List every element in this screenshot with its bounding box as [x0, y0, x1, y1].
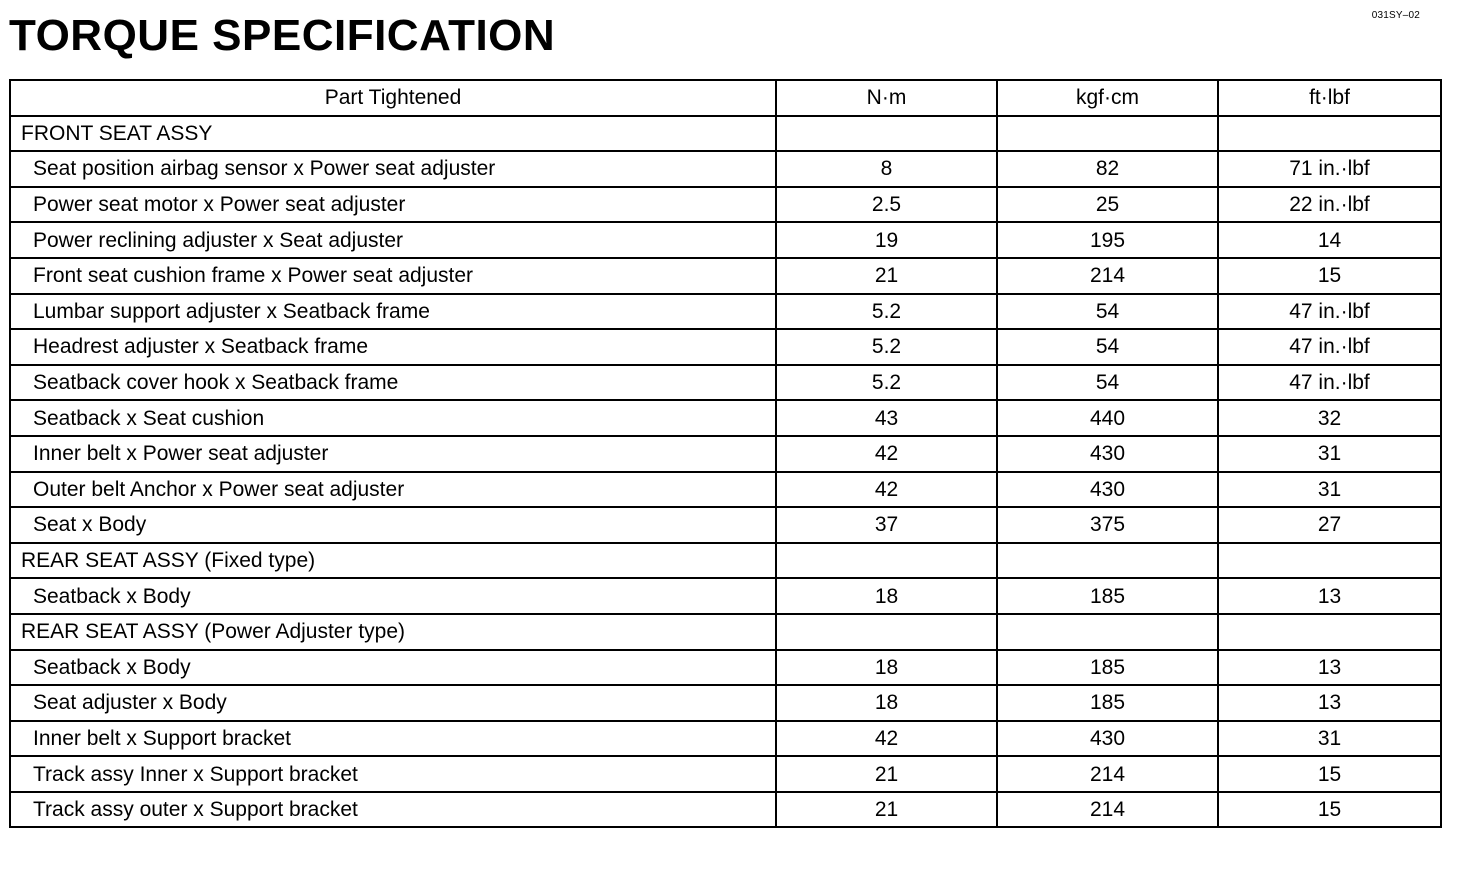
- ftlbf-cell: 32: [1218, 400, 1441, 436]
- nm-cell: 42: [776, 472, 997, 508]
- kgfcm-cell: 195: [997, 222, 1218, 258]
- table-row: [10, 721, 1441, 757]
- table-row: [10, 685, 1441, 721]
- table-row: [10, 329, 1441, 365]
- part-cell: Seatback x Seat cushion: [10, 400, 776, 436]
- part-cell: Seat x Body: [10, 507, 776, 543]
- nm-cell: 21: [776, 258, 997, 294]
- part-cell: Seatback x Body: [10, 650, 776, 686]
- ftlbf-cell: [1218, 116, 1441, 152]
- part-cell: Seatback x Body: [10, 578, 776, 614]
- part-cell: Seat position airbag sensor x Power seat adjuster: [10, 151, 776, 187]
- nm-cell: 5.2: [776, 294, 997, 330]
- ftlbf-cell: 22 in.·lbf: [1218, 187, 1441, 223]
- nm-cell: 42: [776, 436, 997, 472]
- ftlbf-cell: 47 in.·lbf: [1218, 329, 1441, 365]
- ftlbf-cell: 13: [1218, 578, 1441, 614]
- header-row: [10, 80, 1441, 116]
- part-cell: Outer belt Anchor x Power seat adjuster: [10, 472, 776, 508]
- table-row: [10, 151, 1441, 187]
- kgfcm-cell: 54: [997, 365, 1218, 401]
- ftlbf-cell: 47 in.·lbf: [1218, 294, 1441, 330]
- kgfcm-cell: 430: [997, 472, 1218, 508]
- kgfcm-cell: 214: [997, 756, 1218, 792]
- nm-cell: [776, 614, 997, 650]
- nm-cell: [776, 543, 997, 579]
- nm-cell: 37: [776, 507, 997, 543]
- ftlbf-cell: 13: [1218, 650, 1441, 686]
- kgfcm-cell: [997, 543, 1218, 579]
- part-cell: Front seat cushion frame x Power seat adjuster: [10, 258, 776, 294]
- table-row: [10, 258, 1441, 294]
- header-nm: N·m: [776, 80, 997, 116]
- table-row: [10, 756, 1441, 792]
- header-kgfcm: kgf·cm: [997, 80, 1218, 116]
- nm-cell: 18: [776, 650, 997, 686]
- kgfcm-cell: 430: [997, 721, 1218, 757]
- part-cell: Inner belt x Power seat adjuster: [10, 436, 776, 472]
- part-cell: Seatback cover hook x Seatback frame: [10, 365, 776, 401]
- nm-cell: 18: [776, 578, 997, 614]
- part-cell: Track assy outer x Support bracket: [10, 792, 776, 828]
- kgfcm-cell: 375: [997, 507, 1218, 543]
- kgfcm-cell: 430: [997, 436, 1218, 472]
- section-row: [10, 116, 1441, 152]
- section-row: [10, 543, 1441, 579]
- table-row: [10, 792, 1441, 828]
- nm-cell: [776, 116, 997, 152]
- ftlbf-cell: 31: [1218, 436, 1441, 472]
- part-cell: Lumbar support adjuster x Seatback frame: [10, 294, 776, 330]
- header-ftlbf: ft·lbf: [1218, 80, 1441, 116]
- section-row: [10, 614, 1441, 650]
- ftlbf-cell: 47 in.·lbf: [1218, 365, 1441, 401]
- ftlbf-cell: 71 in.·lbf: [1218, 151, 1441, 187]
- header-part-tightened: Part Tightened: [10, 80, 776, 116]
- table-body: [10, 116, 1441, 828]
- ftlbf-cell: 31: [1218, 472, 1441, 508]
- part-cell: REAR SEAT ASSY (Fixed type): [10, 543, 776, 579]
- table-row: [10, 472, 1441, 508]
- kgfcm-cell: 214: [997, 258, 1218, 294]
- table-row: [10, 400, 1441, 436]
- kgfcm-cell: 185: [997, 650, 1218, 686]
- table-row: [10, 294, 1441, 330]
- ftlbf-cell: 15: [1218, 792, 1441, 828]
- table-row: [10, 650, 1441, 686]
- ftlbf-cell: 31: [1218, 721, 1441, 757]
- table-row: [10, 222, 1441, 258]
- part-cell: FRONT SEAT ASSY: [10, 116, 776, 152]
- nm-cell: 19: [776, 222, 997, 258]
- part-cell: Track assy Inner x Support bracket: [10, 756, 776, 792]
- part-cell: Power seat motor x Power seat adjuster: [10, 187, 776, 223]
- part-cell: Inner belt x Support bracket: [10, 721, 776, 757]
- torque-spec-table: [9, 79, 1442, 828]
- kgfcm-cell: 185: [997, 578, 1218, 614]
- ftlbf-cell: 13: [1218, 685, 1441, 721]
- ftlbf-cell: 14: [1218, 222, 1441, 258]
- kgfcm-cell: [997, 116, 1218, 152]
- ftlbf-cell: 15: [1218, 258, 1441, 294]
- nm-cell: 42: [776, 721, 997, 757]
- kgfcm-cell: 54: [997, 294, 1218, 330]
- table-row: [10, 187, 1441, 223]
- kgfcm-cell: 54: [997, 329, 1218, 365]
- nm-cell: 2.5: [776, 187, 997, 223]
- nm-cell: 5.2: [776, 365, 997, 401]
- part-cell: Power reclining adjuster x Seat adjuster: [10, 222, 776, 258]
- document-code: 031SY–02: [1371, 10, 1420, 21]
- ftlbf-cell: [1218, 543, 1441, 579]
- kgfcm-cell: 185: [997, 685, 1218, 721]
- table-row: [10, 365, 1441, 401]
- ftlbf-cell: [1218, 614, 1441, 650]
- nm-cell: 21: [776, 792, 997, 828]
- nm-cell: 8: [776, 151, 997, 187]
- nm-cell: 18: [776, 685, 997, 721]
- part-cell: REAR SEAT ASSY (Power Adjuster type): [10, 614, 776, 650]
- nm-cell: 5.2: [776, 329, 997, 365]
- table-row: [10, 436, 1441, 472]
- table-row: [10, 507, 1441, 543]
- part-cell: Headrest adjuster x Seatback frame: [10, 329, 776, 365]
- page-title: TORQUE SPECIFICATION: [9, 11, 556, 60]
- ftlbf-cell: 27: [1218, 507, 1441, 543]
- kgfcm-cell: 25: [997, 187, 1218, 223]
- kgfcm-cell: 82: [997, 151, 1218, 187]
- nm-cell: 21: [776, 756, 997, 792]
- kgfcm-cell: 214: [997, 792, 1218, 828]
- table-row: [10, 578, 1441, 614]
- ftlbf-cell: 15: [1218, 756, 1441, 792]
- kgfcm-cell: 440: [997, 400, 1218, 436]
- nm-cell: 43: [776, 400, 997, 436]
- kgfcm-cell: [997, 614, 1218, 650]
- part-cell: Seat adjuster x Body: [10, 685, 776, 721]
